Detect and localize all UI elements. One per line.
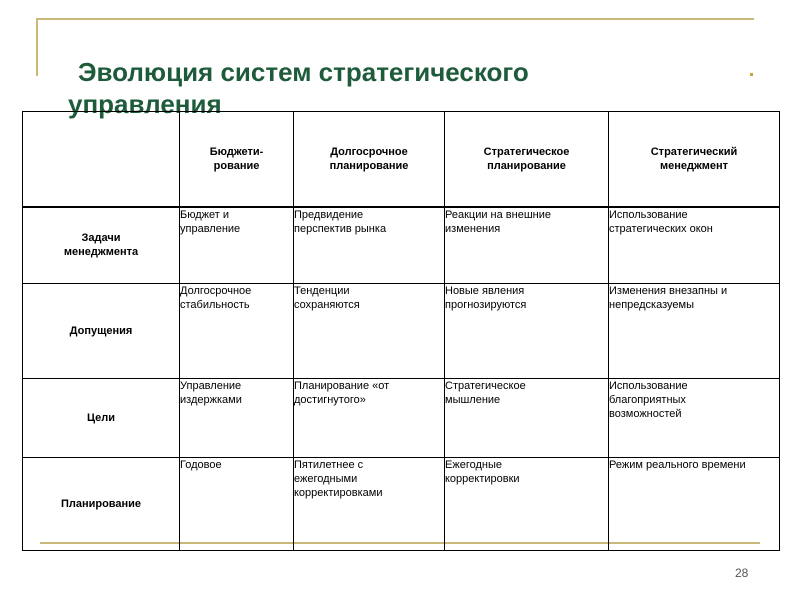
table-cell: Предвидение перспектив рынка	[294, 207, 445, 284]
frame-left-line	[36, 18, 38, 76]
corner-cell	[23, 112, 180, 207]
table-row	[23, 284, 780, 379]
frame-top-line	[36, 18, 754, 20]
table-header-row	[23, 112, 780, 207]
row-header: Цели	[23, 379, 180, 458]
row-header: Допущения	[23, 284, 180, 379]
comparison-table	[22, 111, 780, 551]
column-header: Долгосрочное планирование	[294, 112, 445, 207]
row-header: Планирование	[23, 458, 180, 551]
table-cell: Ежегодные корректировки	[445, 458, 609, 551]
table-row	[23, 379, 780, 458]
page-number: 28	[735, 566, 749, 580]
decorative-dot	[750, 73, 753, 76]
table-cell: Бюджет и управление	[180, 207, 294, 284]
table-row	[23, 207, 780, 284]
table-cell: Новые явления прогнозируются	[445, 284, 609, 379]
table-cell: Тенденции сохраняются	[294, 284, 445, 379]
table-cell: Использование благоприятных возможностей	[609, 379, 780, 458]
table-cell: Долгосрочное стабильность	[180, 284, 294, 379]
table-cell: Реакции на внешние изменения	[445, 207, 609, 284]
table-cell: Использование стратегических окон	[609, 207, 780, 284]
title-line-1: Эволюция систем стратегического	[78, 57, 529, 87]
table-cell: Планирование «от достигнутого»	[294, 379, 445, 458]
table-cell: Управление издержками	[180, 379, 294, 458]
table-cell: Режим реального времени	[609, 458, 780, 551]
title-line-2: управления	[68, 89, 222, 119]
table-cell: Пятилетнее с ежегодными корректировками	[294, 458, 445, 551]
table-cell: Годовое	[180, 458, 294, 551]
table-row	[23, 458, 780, 551]
table-cell: Изменения внезапны и непредсказуемы	[609, 284, 780, 379]
column-header: Стратегическое планирование	[445, 112, 609, 207]
row-header: Задачи менеджмента	[23, 207, 180, 284]
column-header: Стратегический менеджмент	[609, 112, 780, 207]
column-header: Бюджети- рование	[180, 112, 294, 207]
table-cell: Стратегическое мышление	[445, 379, 609, 458]
